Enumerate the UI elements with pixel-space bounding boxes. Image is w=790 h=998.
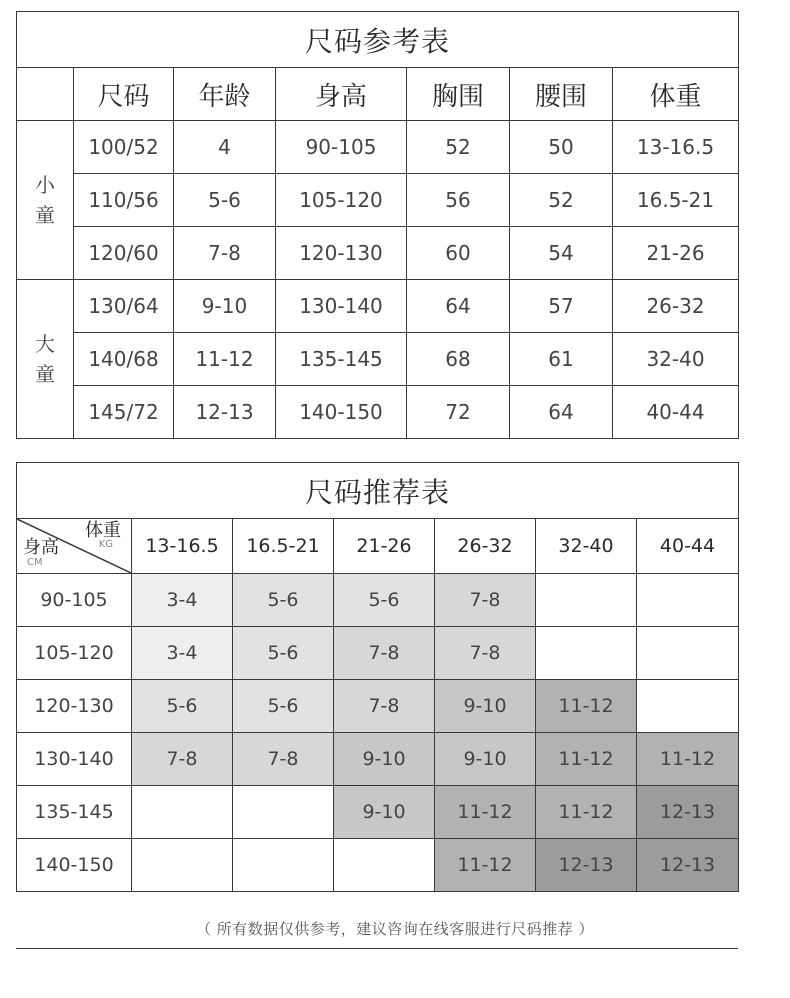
height-row-header: 130-140 <box>17 733 132 786</box>
recommendation-row <box>17 839 739 892</box>
header-size: 尺码 <box>74 68 174 121</box>
recommendation-cell: 9-10 <box>435 733 536 786</box>
reference-cell: 13-16.5 <box>613 121 739 174</box>
weight-column-header: 26-32 <box>435 519 536 574</box>
footnote-disclaimer: （ 所有数据仅供参考，建议咨询在线客服进行尺码推荐 ） <box>195 920 595 938</box>
weight-column-header: 32-40 <box>536 519 637 574</box>
recommendation-cell: 5-6 <box>233 574 334 627</box>
reference-cell: 60 <box>407 227 510 280</box>
size-reference-row <box>17 280 739 333</box>
recommendation-cell: 5-6 <box>334 574 435 627</box>
size-reference-title: 尺码参考表 <box>17 12 739 68</box>
recommendation-row <box>17 680 739 733</box>
reference-cell: 64 <box>510 386 613 439</box>
weight-column-header: 16.5-21 <box>233 519 334 574</box>
reference-cell: 90-105 <box>276 121 407 174</box>
recommendation-cell <box>536 574 637 627</box>
reference-cell: 9-10 <box>174 280 276 333</box>
recommendation-cell <box>233 786 334 839</box>
header-waist: 腰围 <box>510 68 613 121</box>
size-reference-row <box>17 333 739 386</box>
recommendation-cell: 3-4 <box>132 627 233 680</box>
recommendation-cell: 7-8 <box>435 574 536 627</box>
reference-cell: 4 <box>174 121 276 174</box>
height-row-header: 105-120 <box>17 627 132 680</box>
size-recommendation-table <box>16 462 739 892</box>
height-row-header: 90-105 <box>17 574 132 627</box>
weight-label: 体重 <box>85 520 121 541</box>
reference-cell: 40-44 <box>613 386 739 439</box>
recommendation-cell: 7-8 <box>132 733 233 786</box>
reference-cell: 52 <box>407 121 510 174</box>
recommendation-cell: 7-8 <box>334 627 435 680</box>
recommendation-cell: 11-12 <box>536 680 637 733</box>
header-weight: 体重 <box>613 68 739 121</box>
header-chest: 胸围 <box>407 68 510 121</box>
reference-cell: 26-32 <box>613 280 739 333</box>
reference-cell: 12-13 <box>174 386 276 439</box>
diagonal-header-cell <box>17 519 132 574</box>
weight-column-header: 13-16.5 <box>132 519 233 574</box>
reference-cell: 120-130 <box>276 227 407 280</box>
recommendation-cell <box>637 627 739 680</box>
reference-cell: 16.5-21 <box>613 174 739 227</box>
reference-cell: 32-40 <box>613 333 739 386</box>
size-recommendation-title: 尺码推荐表 <box>17 463 739 519</box>
reference-cell: 140-150 <box>276 386 407 439</box>
reference-cell: 110/56 <box>74 174 174 227</box>
group-label: 大 童 <box>17 280 74 439</box>
size-reference-row <box>17 386 739 439</box>
reference-cell: 7-8 <box>174 227 276 280</box>
height-label: 身高 <box>23 537 59 558</box>
recommendation-cell <box>233 839 334 892</box>
weight-unit: KG <box>98 539 113 550</box>
recommendation-cell: 7-8 <box>334 680 435 733</box>
reference-cell: 11-12 <box>174 333 276 386</box>
recommendation-cell: 5-6 <box>233 680 334 733</box>
height-row-header: 120-130 <box>17 680 132 733</box>
footer-divider <box>16 948 738 949</box>
reference-cell: 145/72 <box>74 386 174 439</box>
reference-cell: 64 <box>407 280 510 333</box>
reference-cell: 72 <box>407 386 510 439</box>
reference-cell: 54 <box>510 227 613 280</box>
size-reference-row <box>17 174 739 227</box>
reference-cell: 130/64 <box>74 280 174 333</box>
reference-cell: 130-140 <box>276 280 407 333</box>
weight-column-header: 21-26 <box>334 519 435 574</box>
recommendation-row <box>17 733 739 786</box>
recommendation-cell: 12-13 <box>637 786 739 839</box>
recommendation-cell <box>536 627 637 680</box>
height-unit: CM <box>27 557 43 568</box>
reference-cell: 50 <box>510 121 613 174</box>
recommendation-cell: 12-13 <box>536 839 637 892</box>
recommendation-row <box>17 627 739 680</box>
recommendation-cell: 9-10 <box>334 733 435 786</box>
reference-cell: 68 <box>407 333 510 386</box>
recommendation-cell: 3-4 <box>132 574 233 627</box>
reference-cell: 57 <box>510 280 613 333</box>
recommendation-cell <box>132 839 233 892</box>
recommendation-cell: 11-12 <box>536 733 637 786</box>
recommendation-cell: 11-12 <box>637 733 739 786</box>
reference-cell: 52 <box>510 174 613 227</box>
recommendation-cell: 12-13 <box>637 839 739 892</box>
recommendation-cell: 5-6 <box>233 627 334 680</box>
size-reference-row <box>17 227 739 280</box>
recommendation-row <box>17 786 739 839</box>
recommendation-cell <box>637 574 739 627</box>
header-age: 年龄 <box>174 68 276 121</box>
recommendation-cell <box>334 839 435 892</box>
reference-cell: 120/60 <box>74 227 174 280</box>
reference-cell: 5-6 <box>174 174 276 227</box>
reference-cell: 140/68 <box>74 333 174 386</box>
header-height: 身高 <box>276 68 407 121</box>
recommendation-cell: 11-12 <box>536 786 637 839</box>
recommendation-cell: 11-12 <box>435 839 536 892</box>
size-reference-row <box>17 121 739 174</box>
recommendation-cell: 5-6 <box>132 680 233 733</box>
reference-cell: 61 <box>510 333 613 386</box>
size-reference-table <box>16 11 739 439</box>
recommendation-cell: 7-8 <box>233 733 334 786</box>
height-row-header: 135-145 <box>17 786 132 839</box>
height-row-header: 140-150 <box>17 839 132 892</box>
recommendation-row <box>17 574 739 627</box>
recommendation-cell: 11-12 <box>435 786 536 839</box>
recommendation-cell: 9-10 <box>435 680 536 733</box>
reference-cell: 56 <box>407 174 510 227</box>
corner-empty-cell <box>17 68 74 121</box>
recommendation-cell: 7-8 <box>435 627 536 680</box>
weight-column-header: 40-44 <box>637 519 739 574</box>
group-label: 小 童 <box>17 121 74 280</box>
recommendation-cell: 9-10 <box>334 786 435 839</box>
reference-cell: 21-26 <box>613 227 739 280</box>
reference-cell: 135-145 <box>276 333 407 386</box>
reference-cell: 100/52 <box>74 121 174 174</box>
recommendation-cell <box>637 680 739 733</box>
recommendation-cell <box>132 786 233 839</box>
reference-cell: 105-120 <box>276 174 407 227</box>
